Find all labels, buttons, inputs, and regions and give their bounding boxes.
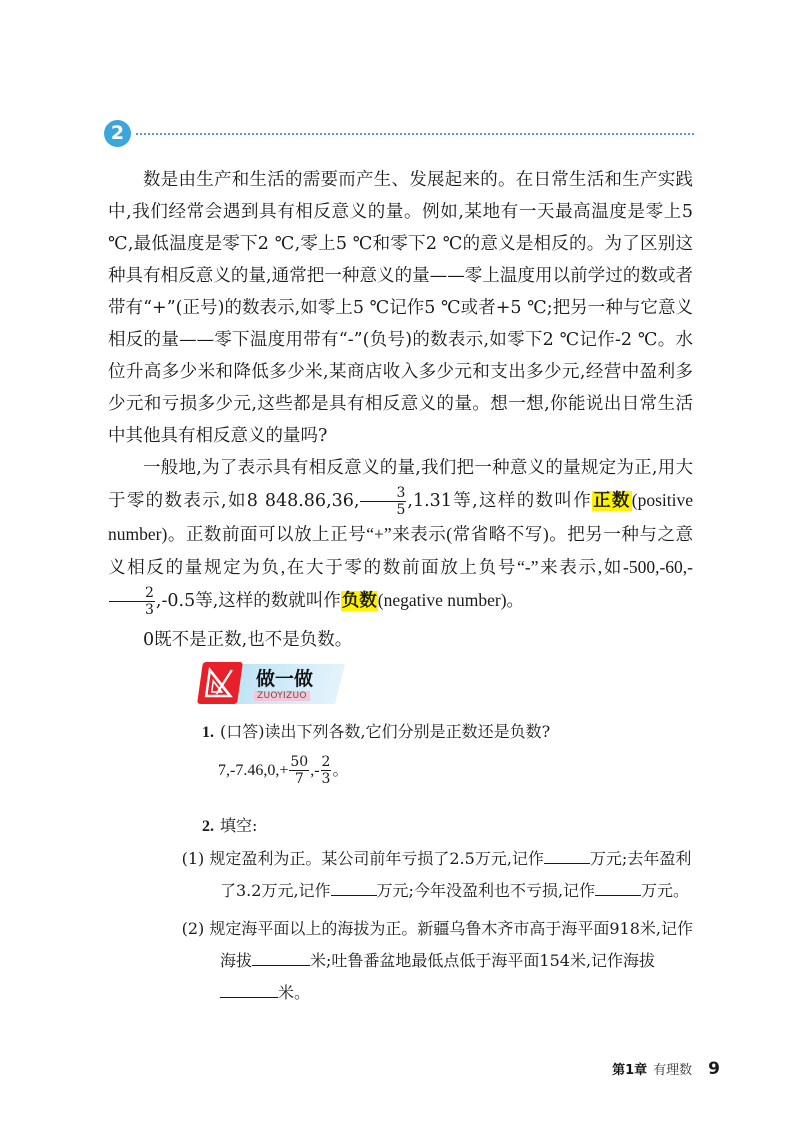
section-number-badge: 2 xyxy=(104,120,131,147)
answer-blank[interactable] xyxy=(544,862,590,864)
chapter-label: 第1章 xyxy=(612,1063,648,1078)
term-positive-number: 正数 xyxy=(593,491,631,511)
page-number: 9 xyxy=(708,1059,720,1079)
answer-blank[interactable] xyxy=(252,964,310,966)
answer-blank[interactable] xyxy=(595,894,641,896)
activity-title: 做一做 xyxy=(256,668,314,690)
answer-blank[interactable] xyxy=(220,996,278,998)
paragraph-3: 0既不是正数,也不是负数。 xyxy=(143,630,353,650)
activity-subtitle: ZUOYIZUO xyxy=(254,691,310,701)
exercise-2: 2. 填空: xyxy=(202,816,258,835)
exercise-2-1: (1) 规定盈利为正。某公司前年亏损了2.5万元,记作 万元;去年盈利了3.2万元,记作 万元;今年没盈利也不亏损,记作 万元。 xyxy=(181,849,692,900)
paragraph-1: 数是由生产和生活的需要而产生、发展起来的。在日常生活和生产实践中,我们经常会遇到具有相反意义的量。例如,某地有一天最高温度是零上5 ℃,最低温度是零下2 ℃,零上5 ℃和零下2 ℃的意义是相反的。为了区别这种具有相反意义的量,通常把一种意义的量——零上温度用以前学过的数或者带有“+”(正号)的数表示,如零上5 ℃记作5 ℃或者+5 ℃;把另一种与它意义相反的量——零下温度用带有“-”(负号)的数表示,如零下2 ℃记作-2 ℃。水位升高多少米和降低多少米,某商店收入多少元和支出多少元,经营中盈利多少元和亏损多少元,这些都是具有相反意义的量。想一想,你能说出日常生活中其他具有相反意义的量吗? xyxy=(108,170,693,446)
triangle-ruler-icon xyxy=(197,662,243,704)
section-header xyxy=(104,120,694,148)
answer-blank[interactable] xyxy=(331,894,377,896)
chapter-name: 有理数 xyxy=(653,1063,693,1078)
exercise-2-2: (2) 规定海平面以上的海拔为正。新疆乌鲁木齐市高于海平面918米,记作海拔 米;吐鲁番盆地最低点低于海平面154米,记作海拔米。 xyxy=(181,919,694,1002)
activity-header xyxy=(200,662,340,706)
exercise-1: 1. (口答)读出下列各数,它们分别是正数还是负数? xyxy=(202,722,551,741)
fraction-50-7: $\frac{50}{7}$ xyxy=(290,754,309,787)
exercise-1-numbers: 7,-7.46,0,+ $\frac{50}{7}$ ,- $\frac{2}{3}$ 。 xyxy=(218,754,349,787)
main-text xyxy=(108,164,693,656)
page-footer xyxy=(612,1059,720,1079)
fraction-3-5: $\frac{3}{5}$ xyxy=(360,485,406,518)
dotted-divider xyxy=(136,133,694,135)
exercise-list xyxy=(181,716,696,1009)
fraction-2-3: $\frac{2}{3}$ xyxy=(109,585,155,618)
paragraph-2: 一般地,为了表示具有相反意义的量,我们把一种意义的量规定为正,用大于零的数表示,如8 848.86,36, $\frac{3}{5}$ ,1.31等,这样的数叫作正数(positive number)。正数前面可以放上正号“+”来表示(常省略不写)。把另一种与之意义相反的量规定为负,在大于零的数前面放上负号“-”来表示,如-500,-60,- $\frac{2}{3}$ ,-0.5等,这样的数就叫作负数(negative number)。 xyxy=(108,458,693,618)
fraction-2-3-ex: $\frac{2}{3}$ xyxy=(321,754,331,787)
term-negative-number: 负数 xyxy=(341,591,377,611)
